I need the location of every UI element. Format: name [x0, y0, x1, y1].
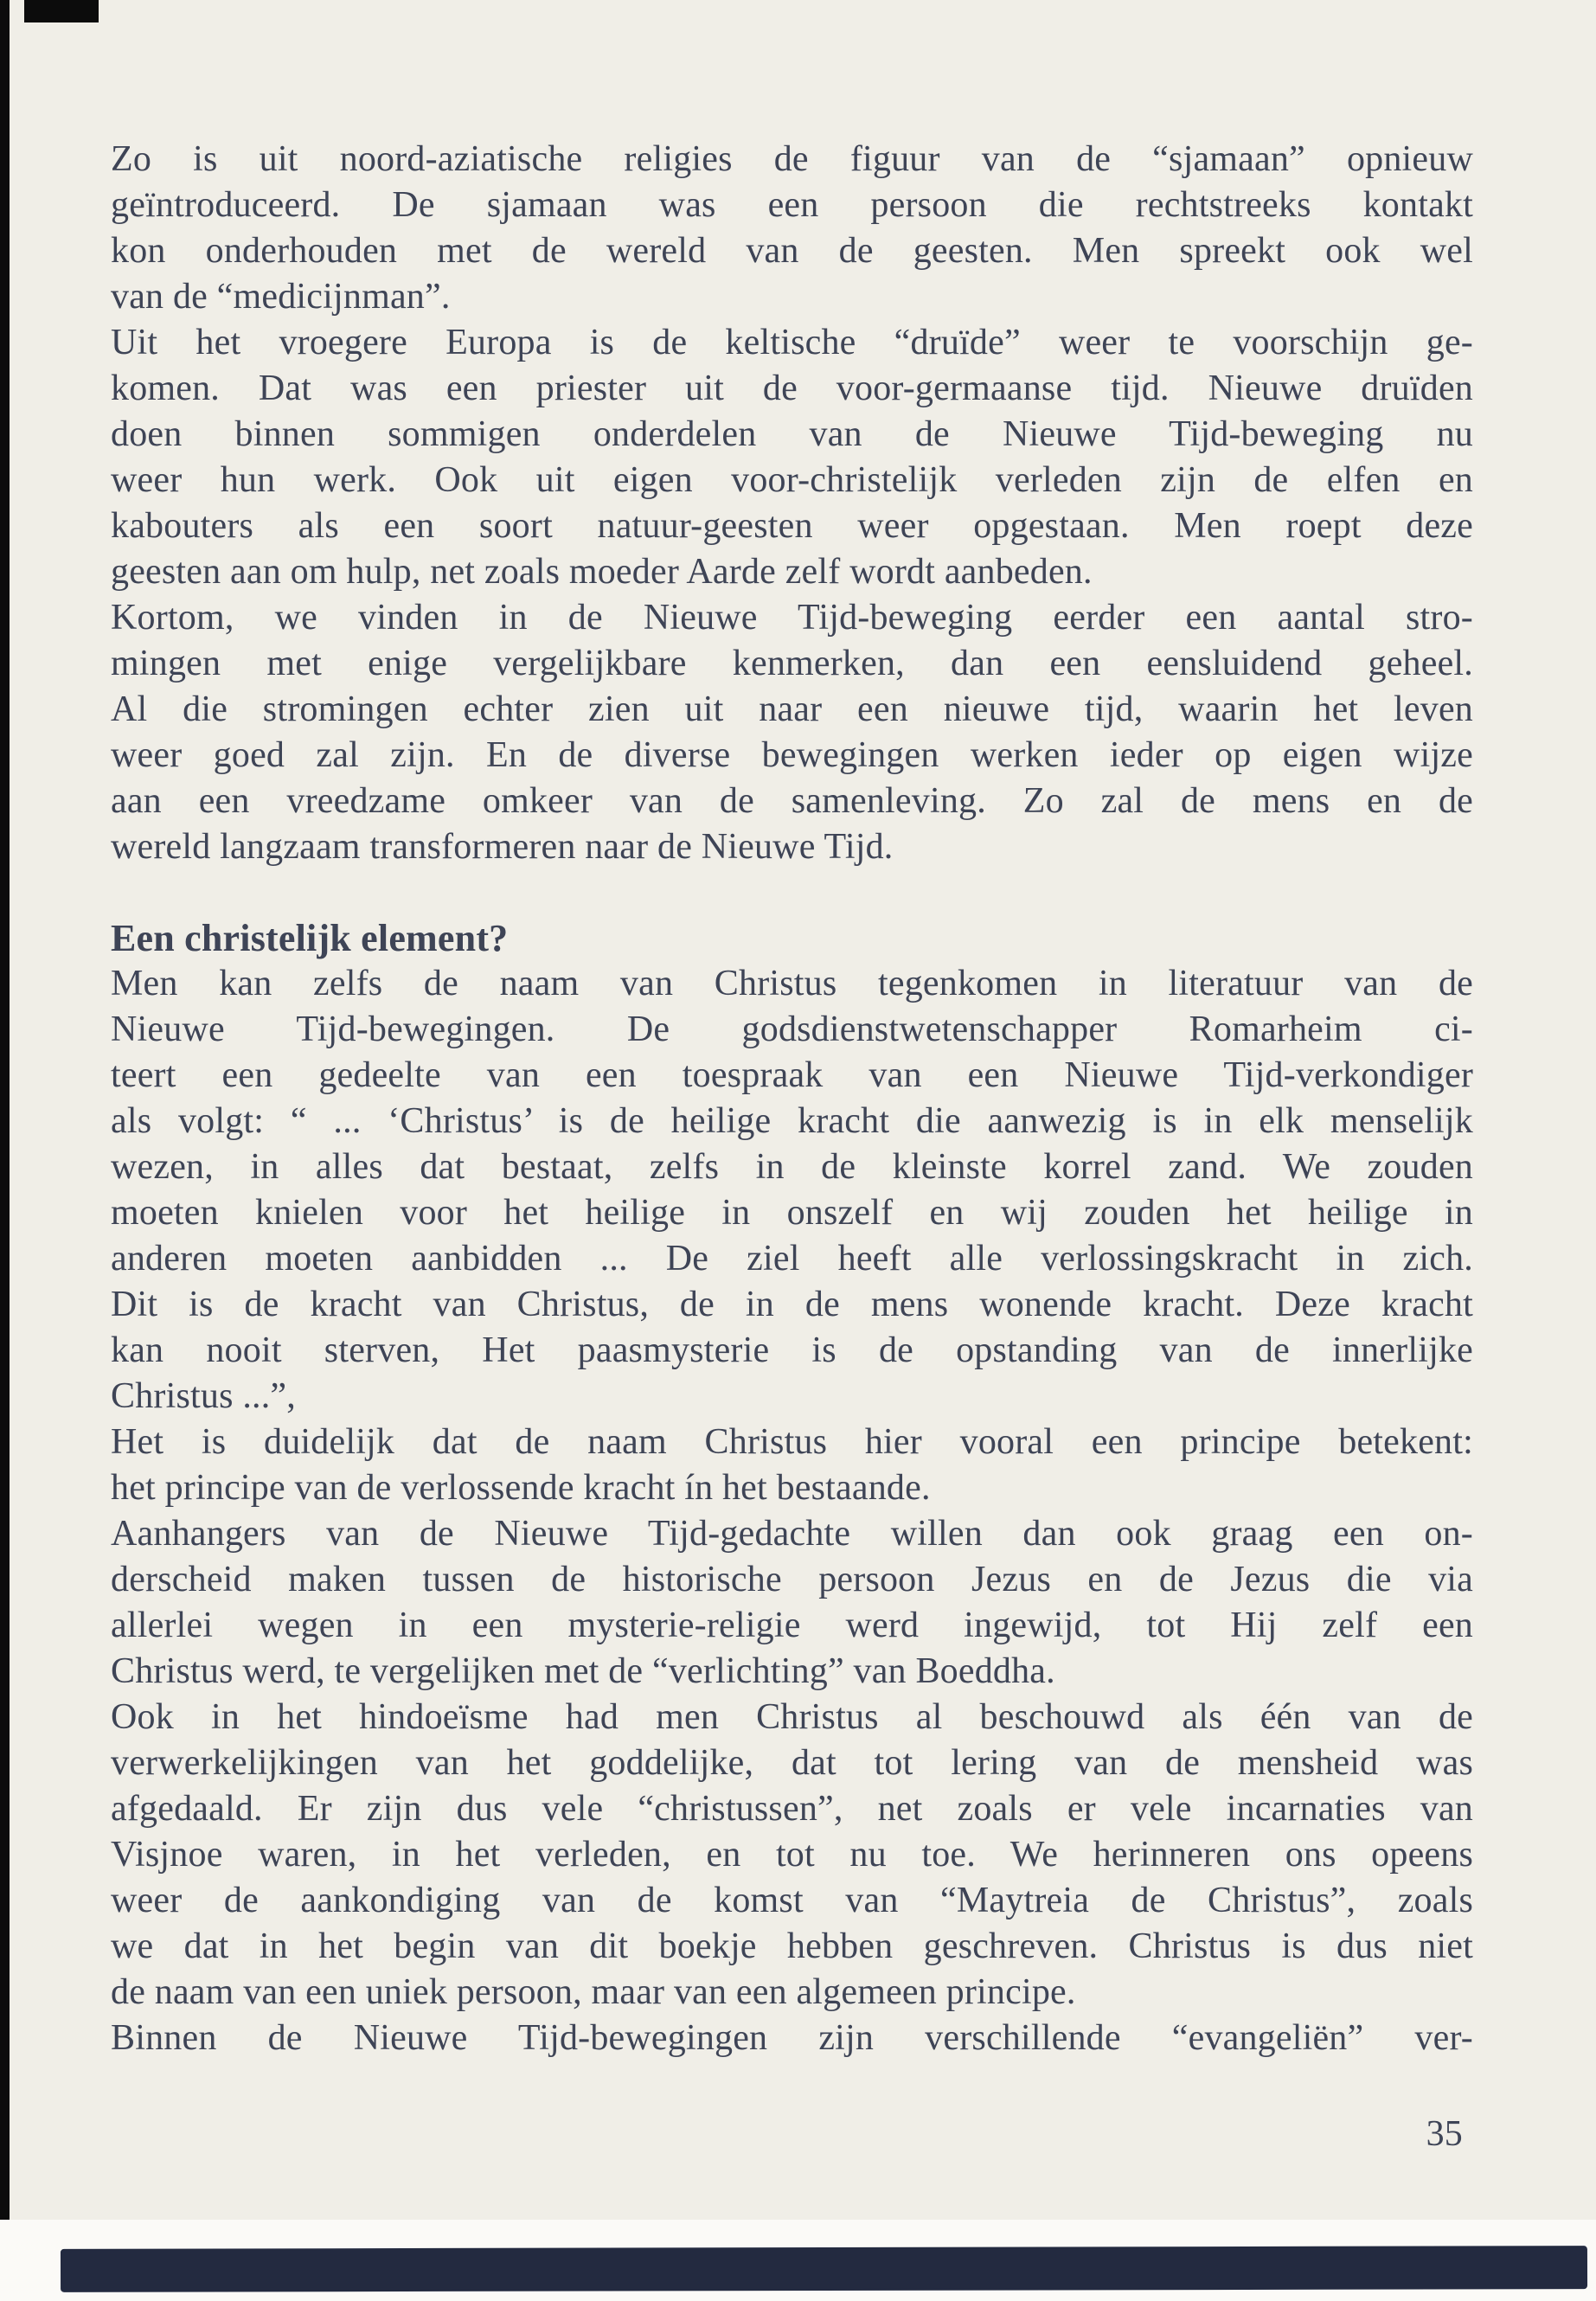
text-line: derscheid maken tussen de historische persoon Jezus en de Jezus die via [111, 1560, 1473, 1599]
text-line: kabouters als een soort natuur-geesten weer opgestaan. Men roept deze [111, 506, 1473, 546]
text-line: Het is duidelijk dat de naam Christus hier vooral een principe betekent: [111, 1422, 1473, 1462]
text-line: weer de aankondiging van de komst van “Maytreia de Christus”, zoals [111, 1881, 1473, 1920]
text-line: mingen met enige vergelijkbare kenmerken, dan een eensluidend geheel. [111, 644, 1473, 683]
text-line: het principe van de verlossende kracht ín het bestaande. [111, 1468, 931, 1508]
text-block [111, 137, 1473, 2157]
text-line: kon onderhouden met de wereld van de geesten. Men spreekt ook wel [111, 231, 1473, 271]
text-line: van de “medicijnman”. [111, 277, 451, 317]
text-line: wezen, in alles dat bestaat, zelfs in de kleinste korrel zand. We zouden [111, 1147, 1473, 1187]
text-line: afgedaald. Er zijn dus vele “christussen”, net zoals er vele incarnaties van [111, 1789, 1473, 1829]
text-line: komen. Dat was een priester uit de voor-germaanse tijd. Nieuwe druïden [111, 369, 1473, 408]
text-line: Zo is uit noord-aziatische religies de figuur van de “sjamaan” opnieuw [111, 139, 1473, 179]
left-spine-shadow [0, 0, 10, 2220]
text-line: teert een gedeelte van een toespraak van een Nieuwe Tijd-verkondiger [111, 1055, 1473, 1095]
scan-artifact-top-left [24, 0, 99, 22]
text-line: Een christelijk element? [111, 917, 509, 959]
text-line: Uit het vroegere Europa is de keltische “druïde” weer te voorschijn ge- [111, 323, 1473, 362]
text-line: aan een vreedzame omkeer van de samenleving. Zo zal de mens en de [111, 781, 1473, 821]
page-content [111, 137, 1473, 2061]
paragraph [111, 137, 1473, 870]
text-line: we dat in het begin van dit boekje hebben geschreven. Christus is dus niet [111, 1926, 1473, 1966]
text-line: kan nooit sterven, Het paasmysterie is de opstanding van de innerlijke [111, 1330, 1473, 1370]
page-number: 35 [1426, 2114, 1463, 2154]
text-line: Kortom, we vinden in de Nieuwe Tijd-beweging eerder een aantal stro- [111, 598, 1473, 638]
text-line: weer hun werk. Ook uit eigen voor-christelijk verleden zijn de elfen en [111, 460, 1473, 500]
text-line: anderen moeten aanbidden ... De ziel heeft alle verlossingskracht in zich. [111, 1239, 1473, 1279]
text-line: allerlei wegen in een mysterie-religie werd ingewijd, tot Hij zelf een [111, 1606, 1473, 1645]
text-line: Ook in het hindoeïsme had men Christus al beschouwd als één van de [111, 1697, 1473, 1737]
text-line: weer goed zal zijn. En de diverse bewegingen werken ieder op eigen wijze [111, 735, 1473, 775]
text-line: Aanhangers van de Nieuwe Tijd-gedachte willen dan ook graag een on- [111, 1514, 1473, 1554]
text-line: Nieuwe Tijd-bewegingen. De godsdienstwetenschapper Romarheim ci- [111, 1009, 1473, 1049]
text-line: geïntroduceerd. De sjamaan was een persoon die rechtstreeks kontakt [111, 185, 1473, 225]
text-line: Binnen de Nieuwe Tijd-bewegingen zijn verschillende “evangeliën” ver- [111, 2018, 1473, 2058]
text-line: Dit is de kracht van Christus, de in de mens wonende kracht. Deze kracht [111, 1285, 1473, 1324]
text-line: moeten knielen voor het heilige in onszelf en wij zouden het heilige in [111, 1193, 1473, 1233]
text-line: Visjnoe waren, in het verleden, en tot nu toe. We herinneren ons opeens [111, 1835, 1473, 1875]
text-line: Al die stromingen echter zien uit naar een nieuwe tijd, waarin het leven [111, 689, 1473, 729]
text-line: als volgt: “ ... ‘Christus’ is de heilige kracht die aanwezig is in elk menselijk [111, 1101, 1473, 1141]
text-line: geesten aan om hulp, net zoals moeder Aarde zelf wordt aanbeden. [111, 552, 1093, 592]
text-line: Christus werd, te vergelijken met de “verlichting” van Boeddha. [111, 1651, 1055, 1691]
text-line: wereld langzaam transformeren naar de Nieuwe Tijd. [111, 827, 894, 867]
section-heading [111, 915, 1473, 961]
text-line: Men kan zelfs de naam van Christus tegenkomen in literatuur van de [111, 964, 1473, 1003]
text-line: doen binnen sommigen onderdelen van de Nieuwe Tijd-beweging nu [111, 414, 1473, 454]
book-edge-shadow [61, 2246, 1587, 2292]
text-line: verwerkelijkingen van het goddelijke, dat tot lering van de mensheid was [111, 1743, 1473, 1783]
text-line: de naam van een uniek persoon, maar van een algemeen principe. [111, 1972, 1076, 2012]
paragraph [111, 961, 1473, 2061]
text-line: Christus ...”, [111, 1376, 296, 1416]
